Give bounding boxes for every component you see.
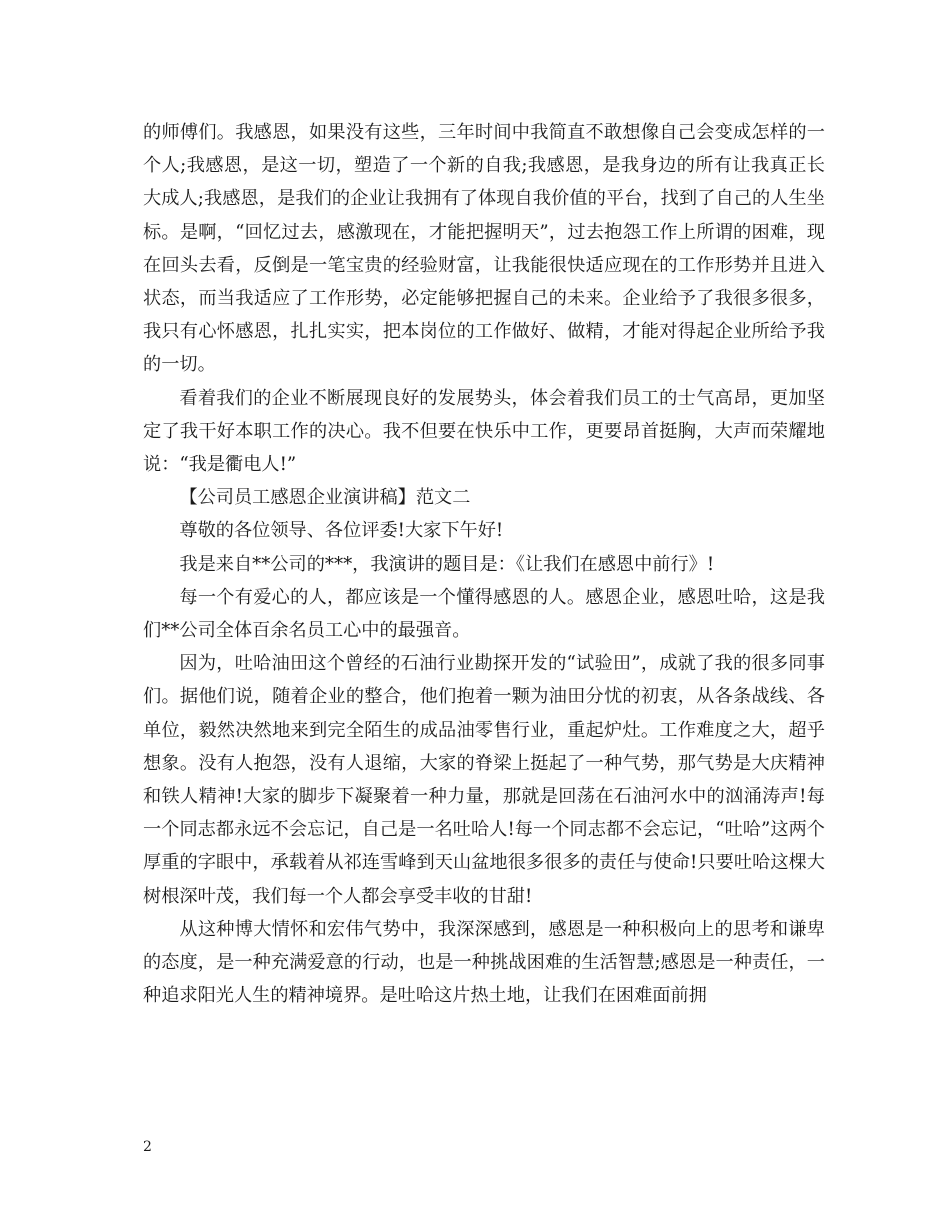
greeting: 尊敬的各位领导、各位评委!大家下午好! xyxy=(179,520,504,542)
paragraph-6: 每一个有爱心的人，都应该是一个懂得感恩的人。感恩企业，感恩吐哈，这是我们**公司全体百余名员工心中的最强音。 xyxy=(143,586,825,642)
speech-title-intro: 我是来自**公司的***，我演讲的题目是：《让我们在感恩中前行》! xyxy=(179,553,715,575)
page-number: 2 xyxy=(143,1139,152,1155)
paragraph-7: 因为，吐哈油田这个曾经的石油行业勘探开发的“试验田”，成就了我的很多同事们。据他们说，随着企业的整合，他们抱着一颗为油田分忧的初衷，从各条战线、各单位，毅然决然地来到完全陌生的成品油零售行业，重起炉灶。工作难度之大，超乎想象。没有人抱怨，没有人退缩，大家的脊梁上挺起了一种气势，那气势是大庆精神和铁人精神!大家的脚步下凝聚着一种力量，那就是回荡在石油河水中的汹涌涛声!每一个同志都永远不会忘记，自己是一名吐哈人!每一个同志都不会忘记，“吐哈”这两个厚重的字眼中，承载着从祁连雪峰到天山盆地很多很多的责任与使命!只要吐哈这棵大树根深叶茂，我们每一个人都会享受丰收的甘甜! xyxy=(143,653,825,907)
paragraph-8: 从这种博大情怀和宏伟气势中，我深深感到，感恩是一种积极向上的思考和谦卑的态度，是一种充满爱意的行动，也是一种挑战困难的生活智慧;感恩是一种责任，一种追求阳光人生的精神境界。是吐哈这片热土地，让我们在困难面前拥 xyxy=(143,918,825,1007)
paragraph-1: 的师傅们。我感恩，如果没有这些，三年时间中我简直不敢想像自己会变成怎样的一个人;我感恩，是这一切，塑造了一个新的自我;我感恩，是我身边的所有让我真正长大成人;我感恩，是我们的企业让我拥有了体现自我价值的平台，找到了自己的人生坐标。是啊，“回忆过去，感激现在，才能把握明天”，过去抱怨工作上所谓的困难，现在回头去看，反倒是一笔宝贵的经验财富，让我能很快适应现在的工作形势并且进入状态，而当我适应了工作形势，必定能够把握自己的未来。企业给予了我很多很多，我只有心怀感恩，扎扎实实，把本岗位的工作做好、做精，才能对得起企业所给予我的一切。 xyxy=(143,122,825,376)
section-heading: 【公司员工感恩企业演讲稿】范文二 xyxy=(179,487,471,509)
paragraph-2: 看着我们的企业不断展现良好的发展势头，体会着我们员工的士气高昂，更加坚定了我干好本职工作的决心。我不但要在快乐中工作，更要昂首挺胸，大声而荣耀地说：“我是衢电人!” xyxy=(143,387,825,476)
body-text xyxy=(143,116,825,1012)
